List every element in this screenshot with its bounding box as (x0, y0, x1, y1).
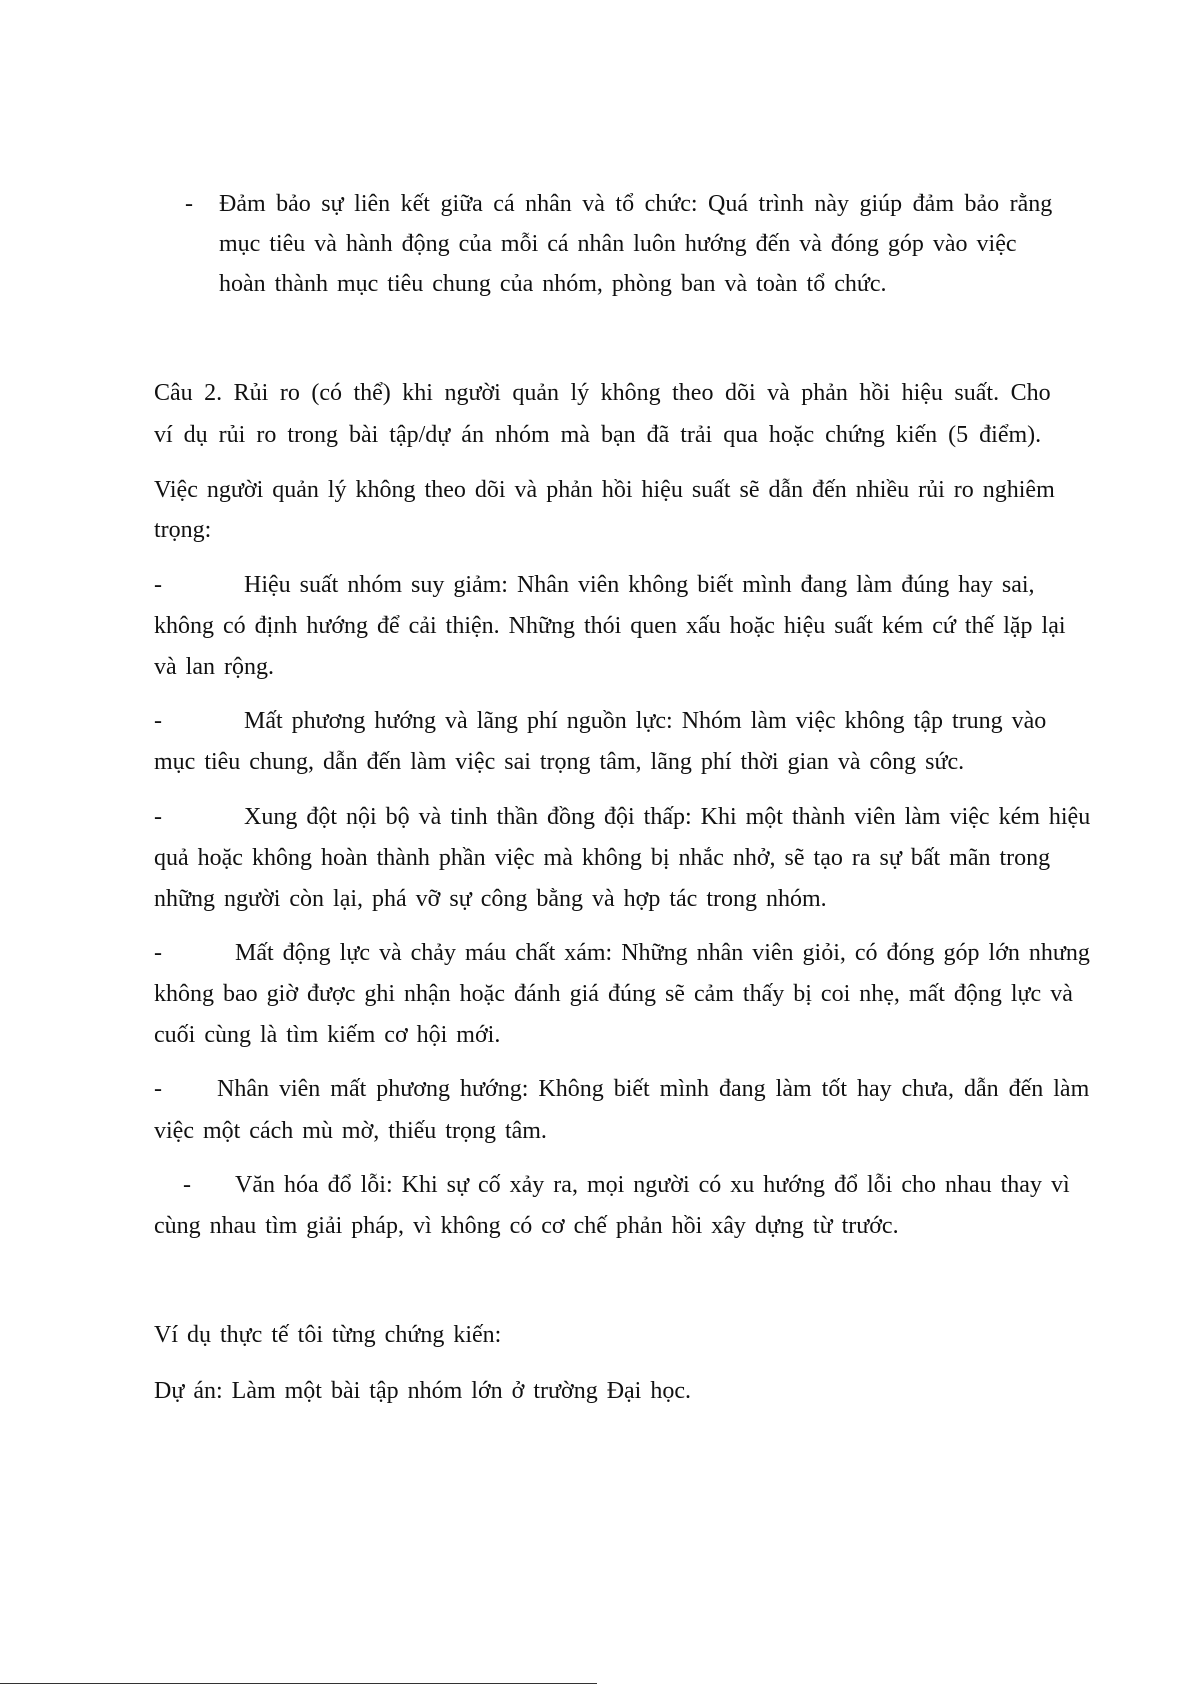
bullet-dash: - (183, 1172, 191, 1198)
risk-line: Xung đột nội bộ và tinh thần đồng đội thấp: Khi một thành viên làm việc kém hiệu (244, 804, 1091, 830)
risk-line: việc một cách mù mờ, thiếu trọng tâm. (154, 1118, 547, 1144)
risk-line: Nhân viên mất phương hướng: Không biết mình đang làm tốt hay chưa, dẫn đến làm (217, 1076, 1090, 1102)
bullet-dash: - (154, 940, 162, 966)
paragraph-line: trọng: (154, 517, 212, 543)
footnote-divider (0, 1683, 597, 1684)
example-heading: Ví dụ thực tế tôi từng chứng kiến: (154, 1322, 502, 1348)
bullet-dash: - (154, 708, 162, 734)
risk-line: mục tiêu chung, dẫn đến làm việc sai trọng tâm, lãng phí thời gian và công sức. (154, 749, 965, 775)
risk-line: và lan rộng. (154, 654, 274, 680)
intro-bullet-line: Đảm bảo sự liên kết giữa cá nhân và tổ chức: Quá trình này giúp đảm bảo rằng (219, 191, 1053, 217)
risk-line: Văn hóa đổ lỗi: Khi sự cố xảy ra, mọi người có xu hướng đổ lỗi cho nhau thay vì (235, 1172, 1070, 1198)
risk-line: không bao giờ được ghi nhận hoặc đánh giá đúng sẽ cảm thấy bị coi nhẹ, mất động lực và (154, 981, 1073, 1007)
bullet-dash: - (185, 191, 193, 217)
risk-line: quả hoặc không hoàn thành phần việc mà không bị nhắc nhở, sẽ tạo ra sự bất mãn trong (154, 845, 1051, 871)
risk-line: Mất động lực và chảy máu chất xám: Những nhân viên giỏi, có đóng góp lớn nhưng (235, 940, 1090, 966)
risk-line: không có định hướng để cải thiện. Những thói quen xấu hoặc hiệu suất kém cứ thế lặp lại (154, 613, 1066, 639)
risk-line: cùng nhau tìm giải pháp, vì không có cơ chế phản hồi xây dựng từ trước. (154, 1213, 899, 1239)
bullet-dash: - (154, 1076, 162, 1102)
risk-line: Mất phương hướng và lãng phí nguồn lực: Nhóm làm việc không tập trung vào (244, 708, 1047, 734)
risk-line: Hiệu suất nhóm suy giảm: Nhân viên không biết mình đang làm đúng hay sai, (244, 572, 1035, 598)
example-project: Dự án: Làm một bài tập nhóm lớn ở trường Đại học. (154, 1378, 691, 1404)
risk-line: cuối cùng là tìm kiếm cơ hội mới. (154, 1022, 501, 1048)
paragraph-line: Việc người quản lý không theo dõi và phản hồi hiệu suất sẽ dẫn đến nhiều rủi ro nghiêm (154, 477, 1055, 503)
intro-bullet-line: hoàn thành mục tiêu chung của nhóm, phòng ban và toàn tổ chức. (219, 271, 887, 297)
risk-line: những người còn lại, phá vỡ sự công bằng và hợp tác trong nhóm. (154, 886, 827, 912)
intro-bullet-line: mục tiêu và hành động của mỗi cá nhân luôn hướng đến và đóng góp vào việc (219, 231, 1017, 257)
question-line: ví dụ rủi ro trong bài tập/dự án nhóm mà bạn đã trải qua hoặc chứng kiến (5 điểm). (154, 422, 1042, 448)
bullet-dash: - (154, 572, 162, 598)
question-line: Câu 2. Rủi ro (có thể) khi người quản lý không theo dõi và phản hồi hiệu suất. Cho (154, 380, 1051, 406)
bullet-dash: - (154, 804, 162, 830)
